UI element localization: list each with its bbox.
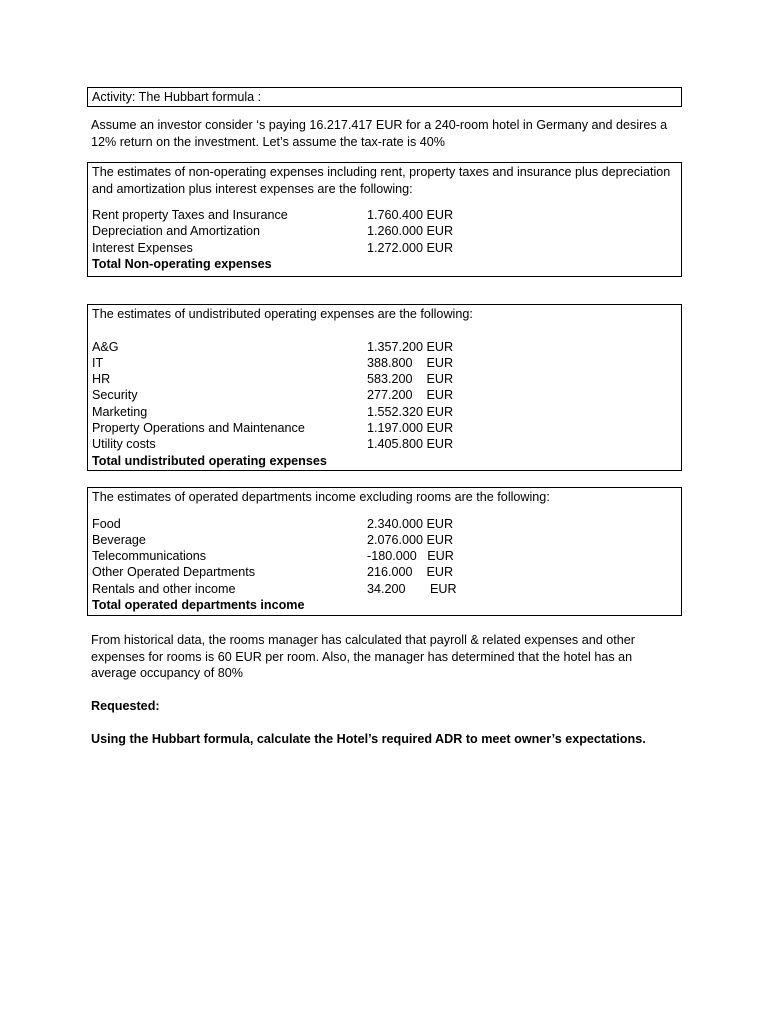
expense-amount: 1.272.000 EUR <box>367 240 454 255</box>
undistributed-heading: The estimates of undistributed operating expenses are the following: <box>92 307 473 321</box>
operated-departments-heading: The estimates of operated departments income excluding rooms are the following: <box>92 490 550 504</box>
requested-label: Requested: <box>91 699 160 713</box>
non-operating-expenses-box <box>87 162 682 277</box>
income-row <box>92 548 677 564</box>
non-operating-total-label: Total Non-operating expenses <box>92 256 272 271</box>
income-row <box>92 532 677 548</box>
income-label: Telecommunications <box>92 549 207 564</box>
expense-label: Depreciation and Amortization <box>92 224 261 239</box>
expense-amount: 277.200 EUR <box>367 388 454 403</box>
expense-label: Property Operations and Maintenance <box>92 420 305 435</box>
undistributed-expenses-box <box>87 304 682 471</box>
expense-label: HR <box>92 372 111 387</box>
expense-label: Utility costs <box>92 437 156 452</box>
operated-departments-total-label: Total operated departments income <box>92 597 305 612</box>
income-label: Food <box>92 516 121 531</box>
income-amount: 216.000 EUR <box>367 565 454 580</box>
expense-label: IT <box>92 355 104 370</box>
expense-row <box>92 404 677 420</box>
operated-departments-box <box>87 487 682 616</box>
expense-amount: 1.260.000 EUR <box>367 224 454 239</box>
expense-amount: 388.800 EUR <box>367 355 454 370</box>
intro-paragraph: Assume an investor consider ‘s paying 16.217.417 EUR for a 240-room hotel in Germany and desires a 12% return on the investment. Let’s assume the tax-rate is 40% <box>91 118 668 149</box>
income-amount: 2.340.000 EUR <box>367 516 454 531</box>
expense-row <box>92 223 677 239</box>
expense-label: Marketing <box>92 404 148 419</box>
expense-amount: 1.552.320 EUR <box>367 404 454 419</box>
expense-amount: 1.405.800 EUR <box>367 437 454 452</box>
expense-row <box>92 371 677 387</box>
income-row <box>92 581 677 597</box>
expense-label: A&G <box>92 339 119 354</box>
income-label: Other Operated Departments <box>92 565 256 580</box>
expense-row <box>92 240 677 256</box>
income-label: Rentals and other income <box>92 581 236 596</box>
expense-row <box>92 339 677 355</box>
income-row <box>92 516 677 532</box>
expense-label: Interest Expenses <box>92 240 193 255</box>
income-row <box>92 564 677 580</box>
income-amount: 34.200 EUR <box>367 581 457 596</box>
non-operating-heading: The estimates of non-operating expenses including rent, property taxes and insurance plus depreciation and amortization plus interest expenses are the following: <box>92 165 671 196</box>
rooms-note-paragraph: From historical data, the rooms manager has calculated that payroll & related expenses and other expenses for rooms is 60 EUR per room. Also, the manager has determined that the hotel has an average occupancy of 80% <box>91 633 635 680</box>
expense-amount: 1.357.200 EUR <box>367 339 454 354</box>
expense-row <box>92 420 677 436</box>
income-amount: -180.000 EUR <box>367 549 454 564</box>
income-amount: 2.076.000 EUR <box>367 532 454 547</box>
expense-row <box>92 387 677 403</box>
expense-amount: 583.200 EUR <box>367 372 454 387</box>
activity-title-box <box>87 87 682 107</box>
expense-amount: 1.760.400 EUR <box>367 208 454 222</box>
expense-label: Rent property Taxes and Insurance <box>92 208 288 222</box>
expense-row <box>92 436 677 452</box>
expense-row <box>92 355 677 371</box>
income-label: Beverage <box>92 532 146 547</box>
expense-row <box>92 207 677 223</box>
expense-amount: 1.197.000 EUR <box>367 420 454 435</box>
task-statement: Using the Hubbart formula, calculate the Hotel’s required ADR to meet owner’s expectations. <box>91 732 646 746</box>
activity-title: Activity: The Hubbart formula : <box>92 90 262 104</box>
expense-label: Security <box>92 388 138 403</box>
undistributed-total-label: Total undistributed operating expenses <box>92 453 327 468</box>
